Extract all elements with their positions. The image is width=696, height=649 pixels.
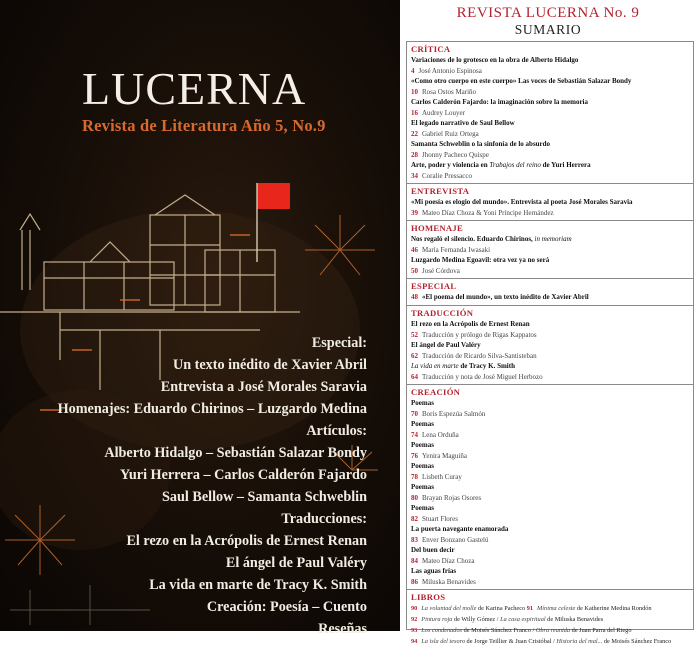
entry-author: Miluska Benavides (422, 578, 476, 586)
book-title: Los condenados (421, 627, 463, 634)
entry-title-part: Arte, poder y violencia en (411, 161, 490, 169)
page-number: 70 (411, 410, 418, 418)
cover-line: Artículos: (306, 423, 367, 439)
section-especial (407, 279, 693, 306)
page-number: 91 (526, 605, 534, 612)
entry-title: Luzgardo Medina Egoavil: otra vez ya no será (411, 256, 550, 264)
entry-title-italic: Trabajos del reino (489, 161, 541, 169)
entry-author: Traducción y nota de José Miguel Herbozo (422, 373, 543, 381)
cover-line: Traducciones: (281, 511, 367, 527)
page-number: 86 (411, 578, 418, 586)
cover-line: Alberto Hidalgo – Sebastián Salazar Bondy (104, 445, 367, 461)
entry-author: Stuart Flores (422, 515, 458, 523)
entry-author: José Córdova (422, 267, 460, 275)
entry-title: Poemas (411, 504, 434, 512)
entry-author-line (411, 66, 689, 76)
section-title: ESPECIAL (411, 281, 457, 291)
book-author: de Moisés Sánchez Franco (602, 638, 672, 645)
page-number: 4 (411, 67, 415, 75)
entry-author-line (411, 451, 689, 461)
page-number: 34 (411, 172, 418, 180)
page-number: 50 (411, 267, 418, 275)
cover-title: LUCERNA (82, 63, 307, 114)
entry-title: Samanta Schweblin o la sinfonía de lo absurdo (411, 140, 551, 148)
book-title: La isla del tesoro (421, 638, 465, 645)
entry-author: Traducción de Ricardo Silva-Santisteban (422, 352, 537, 360)
page-number: 92 (411, 616, 418, 623)
entry-author: Coralie Pressacco (422, 172, 472, 180)
book-title: Pintura roja (421, 616, 453, 623)
page-number: 22 (411, 130, 418, 138)
entry-title: La puerta navegante enamorada (411, 525, 509, 533)
entry-author-line (411, 514, 689, 524)
entry-author-line (411, 535, 689, 545)
section-title: HOMENAJE (411, 223, 464, 233)
cover-contents-list (7, 332, 367, 640)
entry-title: El legado narrativo de Saul Bellow (411, 119, 515, 127)
cover-line: La vida en marte de Tracy K. Smith (149, 577, 367, 593)
page-number: 76 (411, 452, 418, 460)
entry-author: Yenira Maguiña (422, 452, 467, 460)
entry-author-line (411, 245, 689, 255)
red-flag-square (257, 183, 290, 209)
entry-author: Gabriel Ruiz Ortega (422, 130, 479, 138)
section-traduccion (407, 306, 693, 385)
entry-title: «Mi poesía es elogio del mundo». Entrevista al poeta José Morales Saravia (411, 198, 633, 206)
entry-title: Poemas (411, 441, 434, 449)
book-title: Mínima celeste (537, 605, 576, 612)
entry-title: Poemas (411, 420, 434, 428)
entry-title-text: «El poema del mundo», un texto inédito de Xavier Abril (422, 293, 589, 301)
entry-author: Lisbeth Curay (422, 473, 462, 481)
entry-author-line (411, 150, 689, 160)
entry-title: Las aguas frías (411, 567, 457, 575)
entry-title (411, 234, 689, 245)
toc-subheader: SUMARIO (514, 22, 582, 37)
book-author: de Juan Parra del Riego (570, 627, 632, 634)
book-title: Historia del mal... (556, 638, 603, 645)
entry-author-line (411, 330, 689, 340)
entry-author-line (411, 208, 689, 218)
page-number: 94 (411, 638, 418, 645)
section-title: ENTREVISTA (411, 186, 470, 196)
entry-author-line (411, 472, 689, 482)
entry-title (411, 160, 689, 171)
entry-author-line (411, 409, 689, 419)
section-homenaje (407, 221, 693, 279)
page-number: 52 (411, 331, 418, 339)
entry-author-line (411, 351, 689, 361)
cover-line: Entrevista a José Morales Saravia (160, 379, 367, 395)
entry-title-italic: in memoriam (534, 235, 572, 243)
page-number: 16 (411, 109, 418, 117)
entry-author-line (411, 87, 689, 97)
entry-author: Rosa Ostos Mariño (422, 88, 477, 96)
book-author: de Katherine Medina Rondón (575, 605, 652, 612)
cover-line: El rezo en la Acrópolis de Ernest Renan (126, 533, 367, 549)
section-title: LIBROS (411, 592, 446, 602)
entry-title (411, 292, 689, 303)
page-number: 93 (411, 627, 418, 634)
entry-author-line (411, 493, 689, 503)
page-number: 62 (411, 352, 418, 360)
page-number: 78 (411, 473, 418, 481)
page-number: 28 (411, 151, 418, 159)
entry-author: Brayan Rojas Osores (422, 494, 482, 502)
book-review-line (411, 625, 689, 636)
entry-title: Del buen decir (411, 546, 455, 554)
entry-author: José Antonio Espinosa (418, 67, 482, 75)
page-number: 83 (411, 536, 418, 544)
entry-author-line (411, 430, 689, 440)
page-number: 39 (411, 209, 418, 217)
page-number: 10 (411, 88, 418, 96)
entry-title: Poemas (411, 462, 434, 470)
cover-line: Un texto inédito de Xavier Abril (172, 357, 367, 373)
entry-title-part: Nos regaló el silencio. Eduardo Chirinos, (411, 235, 535, 243)
cover-line: Reseñas (318, 621, 367, 637)
toc-header: REVISTA LUCERNA No. 9 (456, 5, 640, 21)
entry-title: El ángel de Paul Valéry (411, 341, 481, 349)
page-number: 46 (411, 246, 418, 254)
cover-line: Saul Bellow – Samanta Schweblin (162, 489, 367, 505)
section-critica (407, 42, 693, 184)
book-author: de Miluska Benavides (545, 616, 604, 623)
entry-author: María Fernanda Iwasaki (422, 246, 491, 254)
section-creacion (407, 385, 693, 590)
cover-line: Homenajes: Eduardo Chirinos – Luzgardo Medina (57, 401, 367, 417)
book-review-line (411, 614, 689, 625)
entry-title: Poemas (411, 483, 434, 491)
entry-author: Boris Espezúa Salmón (422, 410, 486, 418)
book-author: de Karina Pacheco (476, 605, 527, 612)
page-number: 90 (411, 605, 418, 612)
entry-author: Audrey Louyer (422, 109, 465, 117)
toc-box (406, 41, 694, 645)
entry-author: Jhonny Pacheco Quispe (422, 151, 489, 159)
entry-author-line (411, 556, 689, 566)
page-number: 74 (411, 431, 418, 439)
section-title: TRADUCCIÓN (411, 308, 474, 318)
book-review-line (411, 603, 689, 614)
cover-line: Creación: Poesía – Cuento (206, 599, 367, 615)
book-author: de Jorge Teillier & Juan Cristóbal / (464, 638, 557, 645)
book-title: La casa espiritual (500, 616, 546, 623)
entry-title: Variaciones de lo grotesco en la obra de Alberto Hidalgo (411, 56, 579, 64)
page-number: 84 (411, 557, 418, 565)
cover-line: Especial: (311, 335, 367, 351)
book-author: de Moisés Sánchez Franco / (462, 627, 536, 634)
entry-author-line (411, 108, 689, 118)
entry-author: Mateo Díaz Choza (422, 557, 475, 565)
book-title: Obra reunida (535, 627, 571, 634)
cover-line: Yuri Herrera – Carlos Calderón Fajardo (119, 467, 367, 483)
entry-author-line (411, 129, 689, 139)
entry-title: El rezo en la Acrópolis de Ernest Renan (411, 320, 530, 328)
section-title: CREACIÓN (411, 387, 461, 397)
entry-author: Traducción y prólogo de Rigas Kappatos (422, 331, 537, 339)
entry-author-line (411, 372, 689, 382)
entry-author: Lena Orduña (422, 431, 459, 439)
entry-author: Enver Bonzano Gastelú (422, 536, 489, 544)
page-number: 82 (411, 515, 418, 523)
book-author: de Willy Gómez / (452, 616, 501, 623)
table-of-contents (400, 0, 696, 645)
page-number: 64 (411, 373, 418, 381)
entry-title: Poemas (411, 399, 434, 407)
section-libros (407, 590, 693, 649)
entry-title: Carlos Calderón Fajardo: la imaginación sobre la memoria (411, 98, 588, 106)
book-review-line (411, 636, 689, 647)
entry-author-line (411, 171, 689, 181)
entry-title-italic: La vida en marte (411, 362, 459, 370)
entry-author-line (411, 577, 689, 587)
page-number: 48 (411, 293, 418, 301)
entry-author: Mateo Díaz Choza & Yoni Príncipe Hernández (422, 209, 554, 217)
section-entrevista (407, 184, 693, 221)
entry-title-part: de Yuri Herrera (540, 161, 591, 169)
entry-title: «Como otro cuerpo en este cuerpo» Las voces de Sebastián Salazar Bondy (411, 77, 632, 85)
section-title: CRÍTICA (411, 44, 451, 54)
entry-author-line (411, 266, 689, 276)
cover-line: El ángel de Paul Valéry (225, 555, 367, 571)
book-title: La voluntad del molle (421, 605, 477, 612)
entry-title (411, 361, 689, 372)
page-number: 80 (411, 494, 418, 502)
cover-subtitle: Revista de Literatura Año 5, No.9 (82, 116, 326, 135)
entry-title-part: de Tracy K. Smith (458, 362, 515, 370)
